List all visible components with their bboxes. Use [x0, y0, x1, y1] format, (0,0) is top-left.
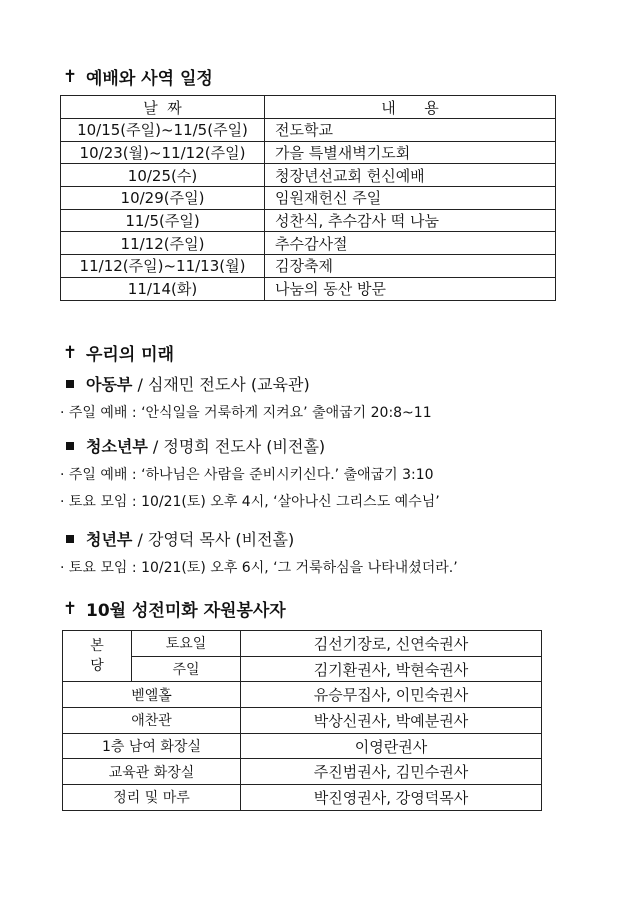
dept-leader: / 심재민 전도사 (교육관): [132, 375, 310, 394]
schedule-date: 11/12(주일)~11/13(월): [61, 255, 265, 278]
schedule-row: [61, 164, 556, 187]
cross-icon: ✝: [62, 66, 78, 87]
schedule-desc: 추수감사절: [265, 232, 556, 255]
schedule-date: 11/14(화): [61, 277, 265, 300]
dept-line: · 토요 모임 : 10/21(토) 오후 6시, ‘그 거룩하심을 나타내셨더라.’: [60, 560, 458, 576]
volunteer-place: 정리 및 마루: [63, 785, 241, 811]
bullet-square-icon: [66, 442, 74, 450]
schedule-row: [61, 141, 556, 164]
schedule-row: [61, 277, 556, 300]
bullet-square-icon: [66, 380, 74, 388]
volunteers-title: 10월 성전미화 자원봉사자: [86, 601, 286, 621]
volunteer-names: 박상신권사, 박예분권사: [241, 708, 542, 734]
dept-line: · 주일 예배 : ‘안식일을 거룩하게 지켜요’ 출애굽기 20:8~11: [60, 405, 432, 421]
schedule-row: [61, 119, 556, 142]
schedule-desc: 성찬식, 추수감사 떡 나눔: [265, 209, 556, 232]
cross-icon: ✝: [62, 342, 78, 363]
volunteer-place: 1층 남여 화장실: [63, 733, 241, 759]
schedule-desc: 임원재헌신 주일: [265, 187, 556, 210]
cross-icon: ✝: [62, 598, 78, 619]
dept-name: 청소년부: [86, 437, 148, 456]
volunteer-place: 벧엘홀: [63, 682, 241, 708]
schedule-row: [61, 187, 556, 210]
volunteer-place: 애찬관: [63, 708, 241, 734]
volunteer-names: 김기환권사, 박현숙권사: [241, 656, 542, 682]
schedule-date: 10/25(수): [61, 164, 265, 187]
volunteer-names: 박진영권사, 강영덕목사: [241, 785, 542, 811]
schedule-desc: 전도학교: [265, 119, 556, 142]
bullet-square-icon: [66, 535, 74, 543]
schedule-row: [61, 255, 556, 278]
dept-name: 청년부: [86, 530, 133, 549]
schedule-date: 11/12(주일): [61, 232, 265, 255]
volunteer-place: 주일: [132, 656, 241, 682]
volunteer-names: 김선기장로, 신연숙권사: [241, 631, 542, 657]
dept-line: · 토요 모임 : 10/21(토) 오후 4시, ‘살아나신 그리스도 예수님’: [60, 494, 440, 510]
header-desc: 내 용: [265, 96, 556, 119]
schedule-title: 예배와 사역 일정: [86, 69, 213, 89]
volunteer-table: [62, 630, 542, 811]
schedule-desc: 김장축제: [265, 255, 556, 278]
dept-heading: [66, 372, 310, 395]
future-title: 우리의 미래: [86, 345, 175, 365]
dept-leader: / 정명희 전도사 (비전홀): [147, 437, 326, 456]
schedule-date: 10/23(월)~11/12(주일): [61, 141, 265, 164]
volunteer-names: 유승무집사, 이민숙권사: [241, 682, 542, 708]
schedule-row: [61, 209, 556, 232]
volunteer-names: 주진범권사, 김민수권사: [241, 759, 542, 785]
main-hall-label: 본 당: [63, 631, 132, 682]
schedule-row: [61, 232, 556, 255]
schedule-desc: 청장년선교회 헌신예배: [265, 164, 556, 187]
volunteer-names: 이영란권사: [241, 733, 542, 759]
schedule-date: 10/29(주일): [61, 187, 265, 210]
dept-leader: / 강영덕 목사 (비전홀): [132, 530, 295, 549]
dept-name: 아동부: [86, 375, 133, 394]
section-title-future: [62, 340, 174, 365]
header-date: 날 짜: [61, 96, 265, 119]
volunteer-place: 교육관 화장실: [63, 759, 241, 785]
schedule-desc: 나눔의 동산 방문: [265, 277, 556, 300]
dept-heading: [66, 527, 294, 550]
dept-heading: [66, 434, 325, 457]
volunteer-place: 토요일: [132, 631, 241, 657]
schedule-desc: 가을 특별새벽기도회: [265, 141, 556, 164]
section-title-volunteers: [62, 596, 286, 621]
section-title-schedule: [62, 64, 213, 89]
dept-line: · 주일 예배 : ‘하나님은 사람을 준비시키신다.’ 출애굽기 3:10: [60, 467, 434, 483]
schedule-date: 11/5(주일): [61, 209, 265, 232]
schedule-date: 10/15(주일)~11/5(주일): [61, 119, 265, 142]
schedule-table: [60, 95, 556, 301]
